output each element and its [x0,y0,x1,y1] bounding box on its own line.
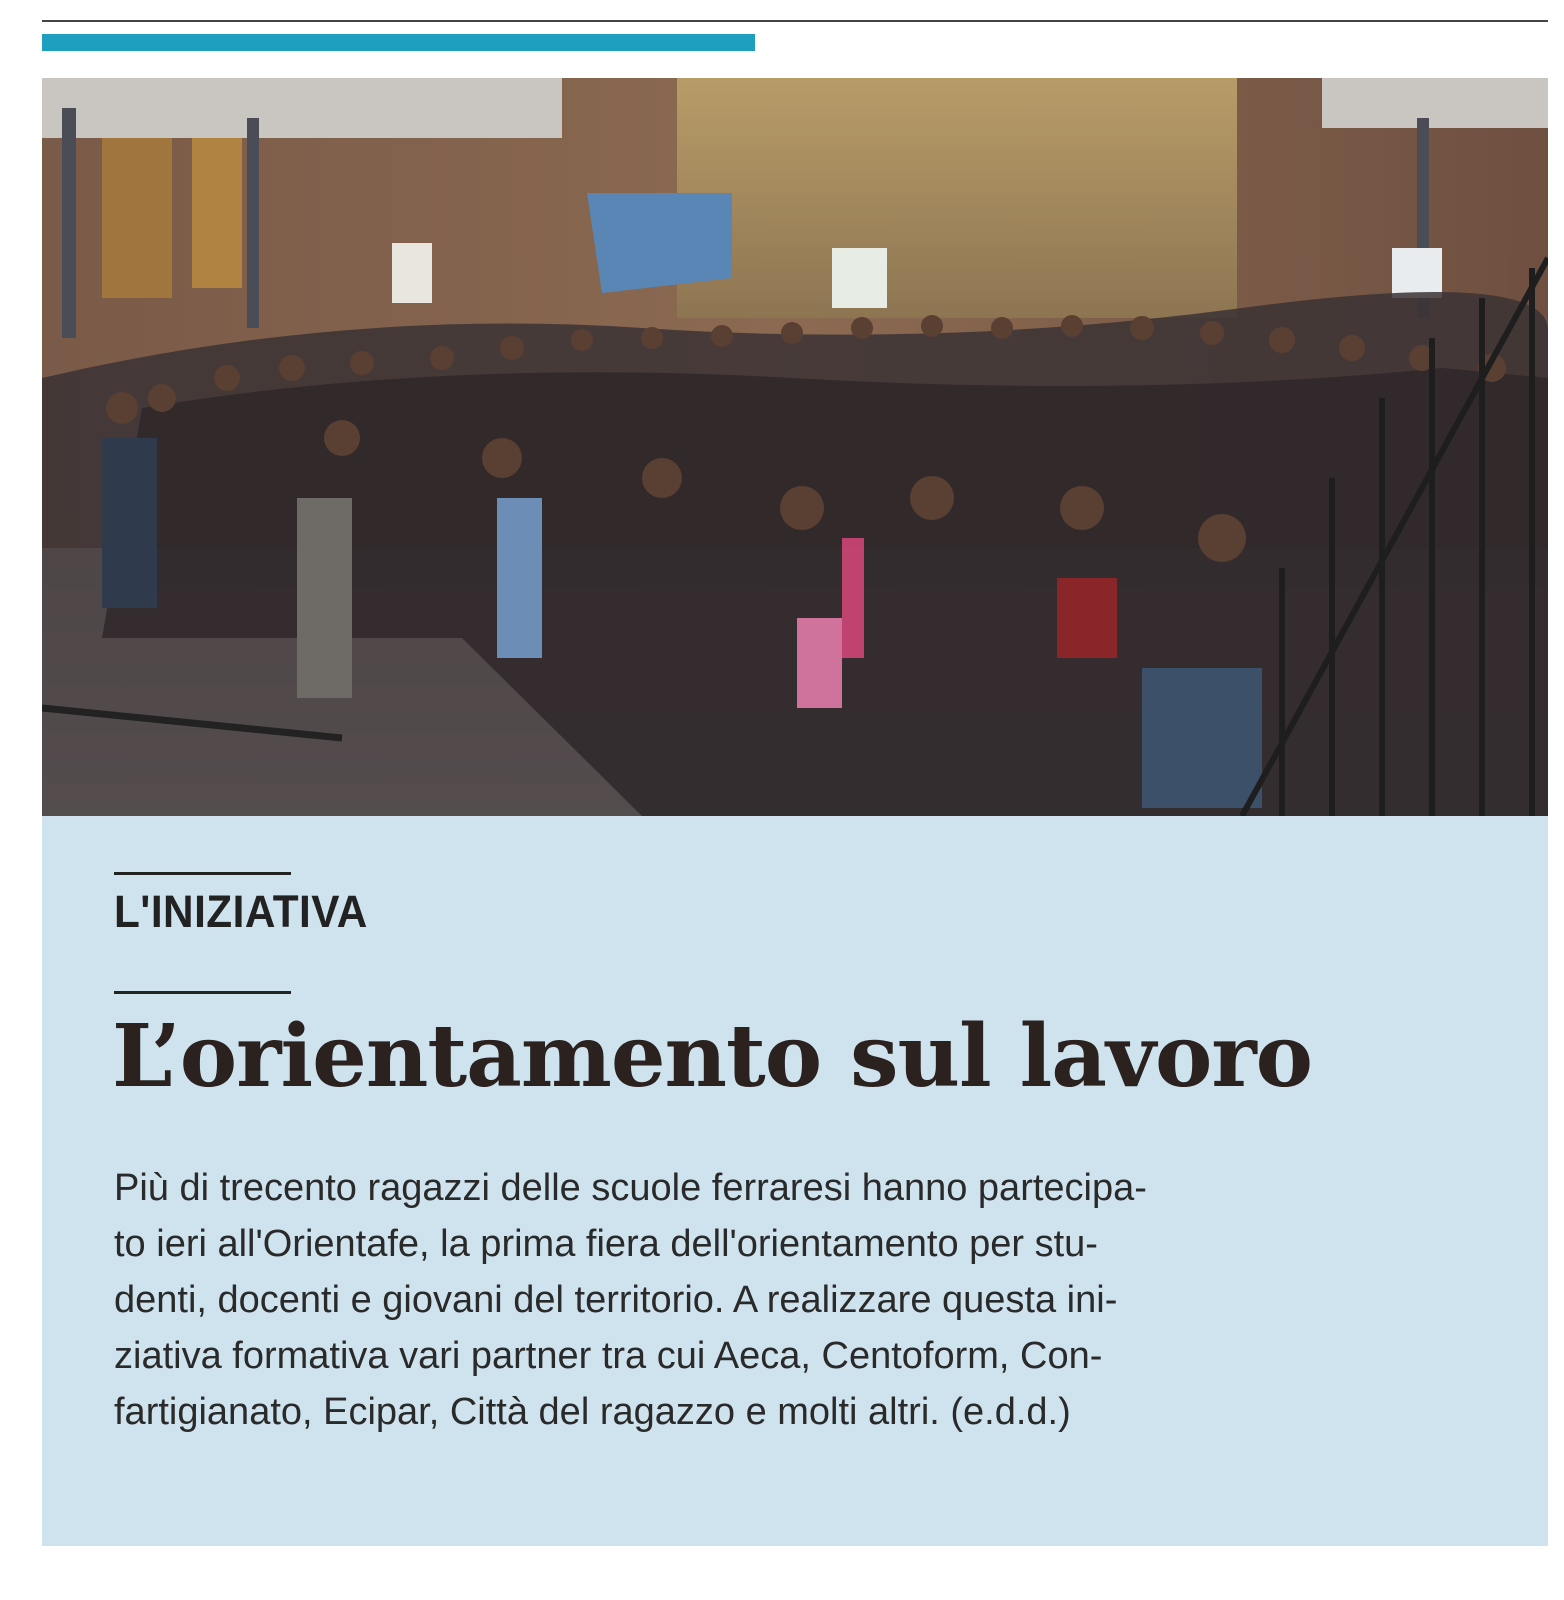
headline: L’orientamento sul lavoro [112,1006,1313,1107]
body-line: fartigianato, Ecipar, Città del ragazzo e molti altri. (e.d.d.) [114,1391,1071,1433]
photo-crowd-illustration [42,78,1548,816]
kicker-rule-top [114,872,291,875]
top-rule [42,20,1548,22]
article-box [42,816,1548,1546]
body-line: ziativa formativa vari partner tra cui Aeca, Centoform, Con- [114,1335,1103,1377]
article-body [114,1160,1416,1440]
article-photo [42,78,1548,816]
kicker-rule-bottom [114,991,291,994]
body-line: Più di trecento ragazzi delle scuole ferraresi hanno partecipa- [114,1167,1147,1209]
body-line: denti, docenti e giovani del territorio. A realizzare questa ini- [114,1279,1118,1321]
kicker-label: L'INIZIATIVA [114,886,368,937]
body-line: to ieri all'Orientafe, la prima fiera dell'orientamento per stu- [114,1223,1098,1265]
section-accent-bar [42,34,755,51]
